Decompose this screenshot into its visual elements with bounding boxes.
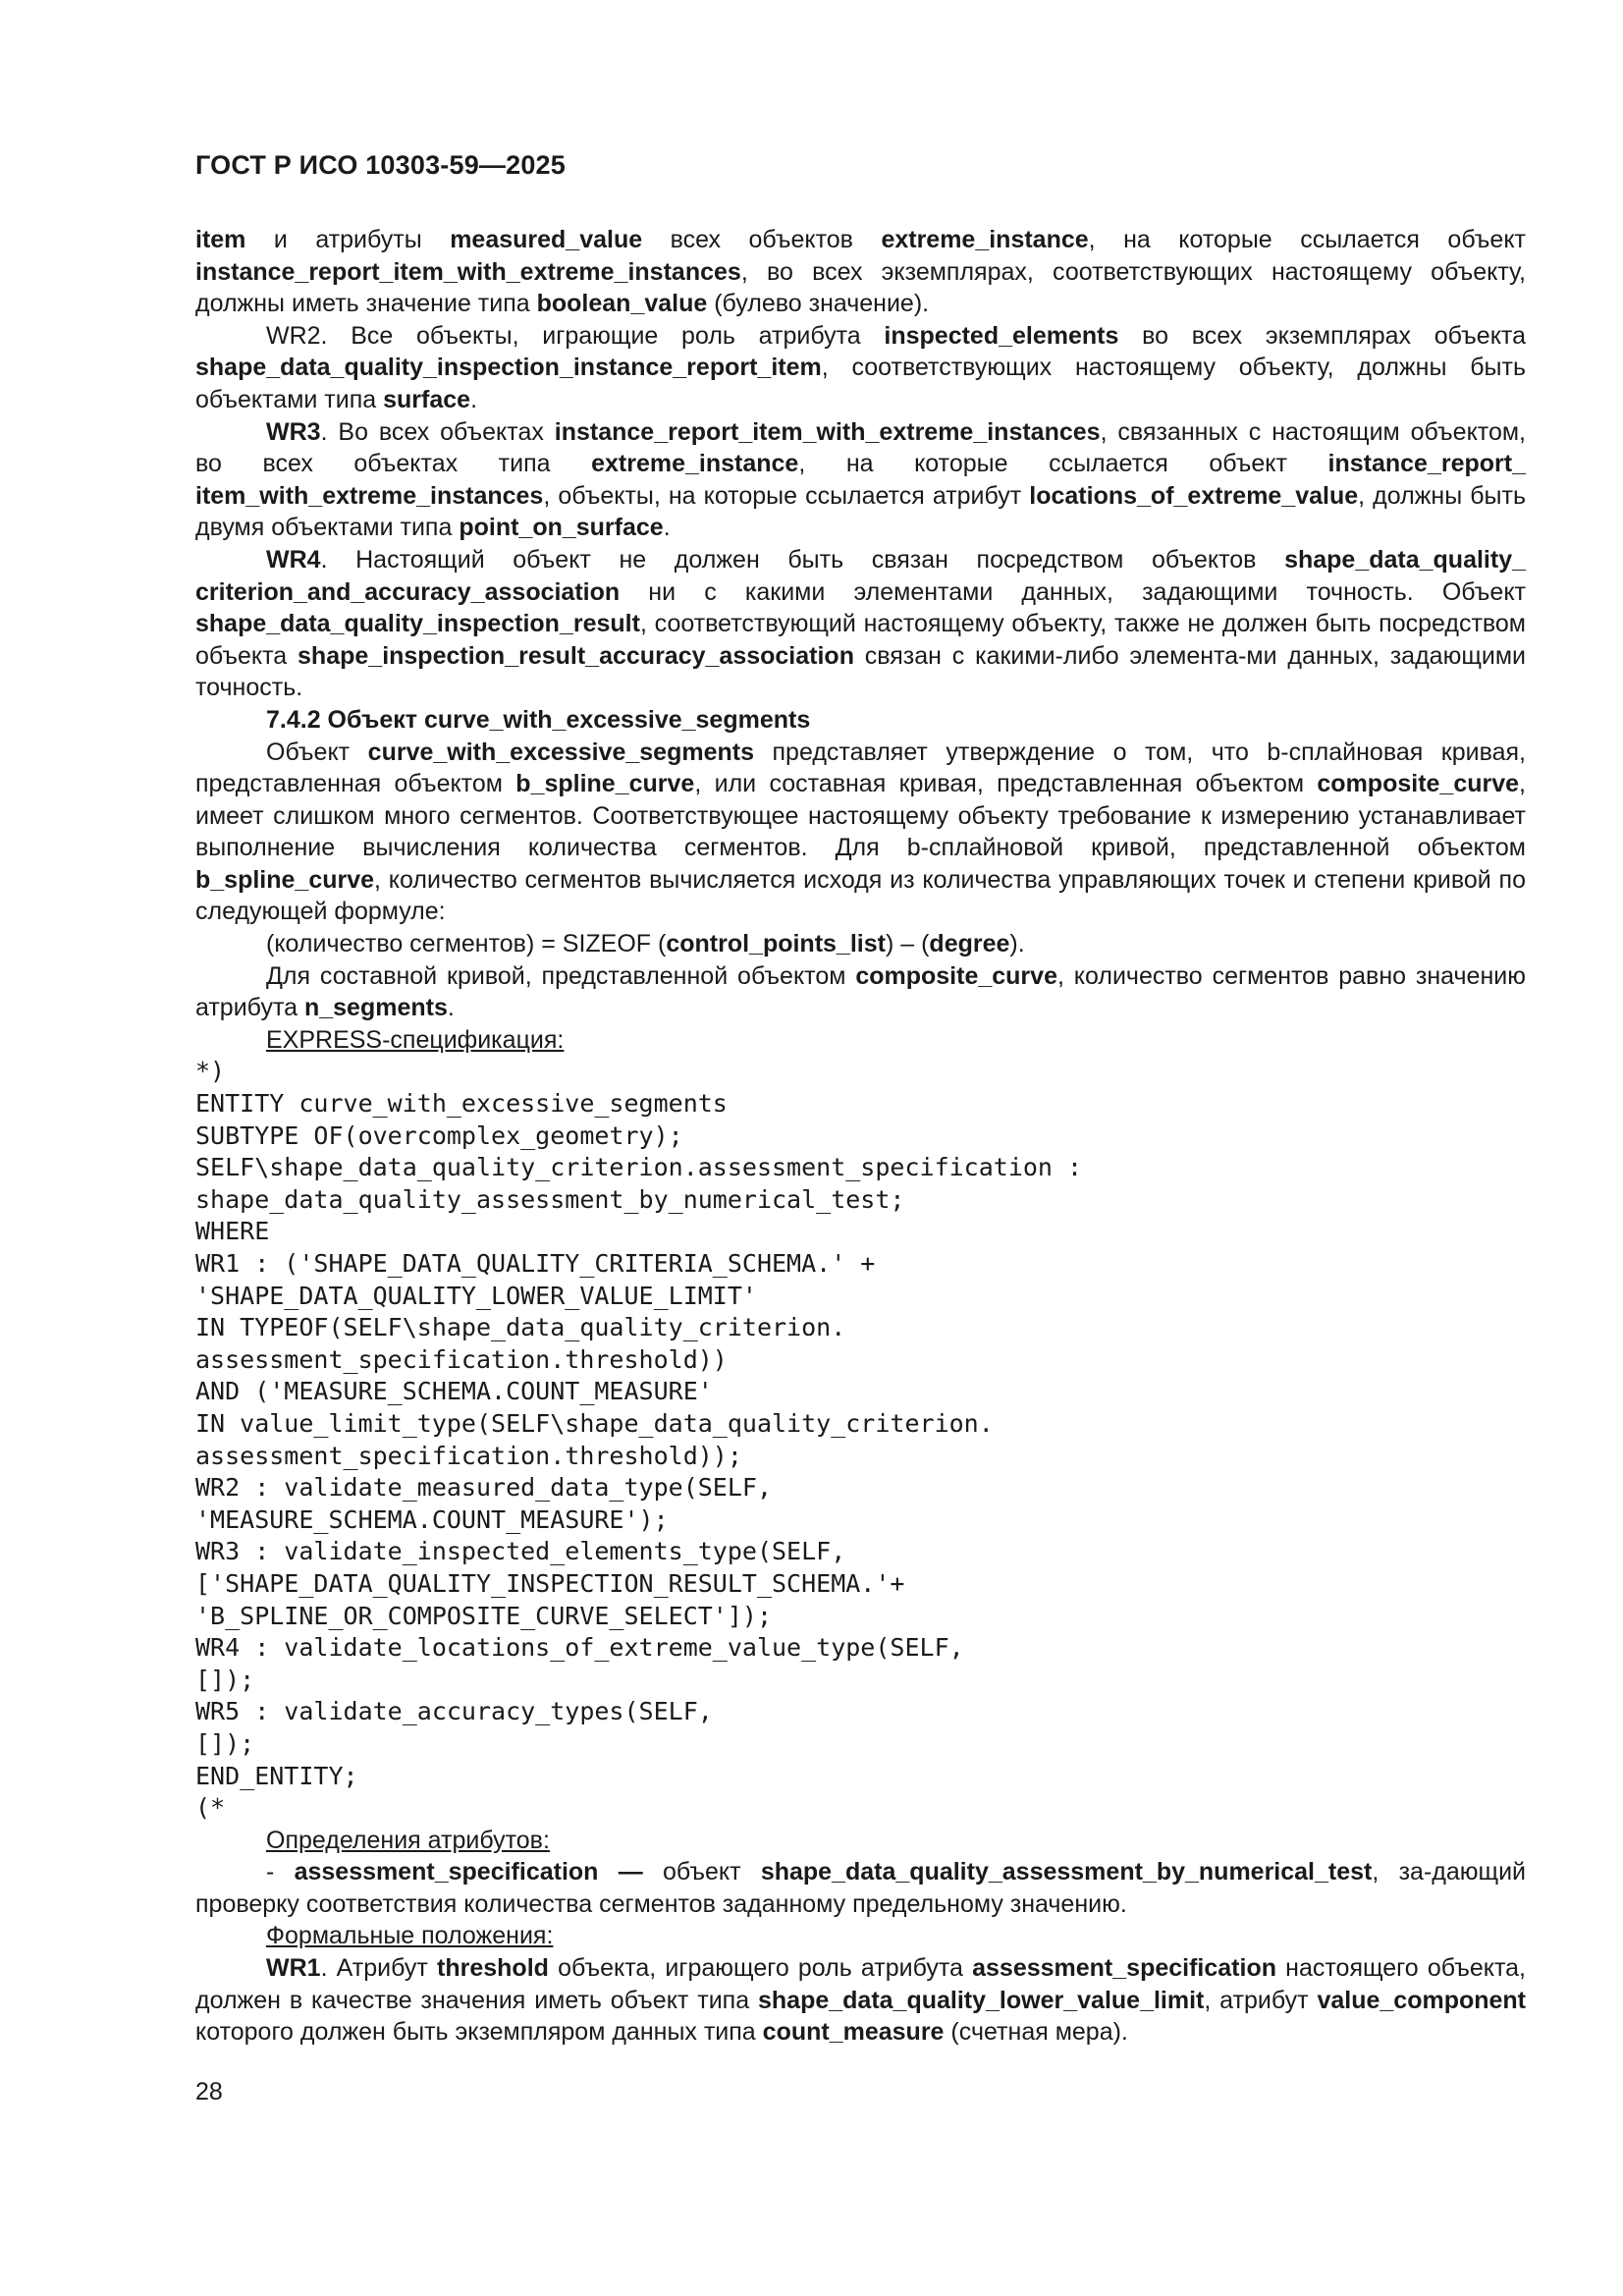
term: value_component xyxy=(1317,1986,1527,2014)
term: control_points_list xyxy=(666,930,886,958)
text: , на которые ссылается объект xyxy=(1088,226,1527,253)
document-header: ГОСТ Р ИСО 10303-59—2025 xyxy=(195,150,566,180)
text: . xyxy=(447,994,455,1022)
code-line: WR5 : validate_accuracy_types(SELF, xyxy=(195,1697,713,1726)
code-line: WR4 : validate_locations_of_extreme_value_type(SELF, xyxy=(195,1633,964,1663)
code-line: []); xyxy=(195,1728,255,1758)
code-line: IN value_limit_type(SELF\shape_data_quality_criterion. xyxy=(195,1408,994,1438)
text: . Настоящий объект не должен быть связан посредством объектов xyxy=(320,545,1285,574)
text: . xyxy=(470,385,478,413)
code-line: ['SHAPE_DATA_QUALITY_INSPECTION_RESULT_SCHEMA.'+ xyxy=(195,1568,905,1598)
term: threshold xyxy=(437,1954,549,1983)
term: boolean_value xyxy=(536,290,708,318)
term: shape_data_quality_ criterion_and_accuracy_association xyxy=(195,545,1526,606)
term: count_measure xyxy=(762,2018,945,2047)
text: . Во всех объектах xyxy=(320,417,555,446)
text: которого должен быть экземпляром данных типа xyxy=(195,2018,763,2047)
term: WR4 xyxy=(266,545,321,574)
code-line: (* xyxy=(195,1793,226,1823)
code-line: WHERE xyxy=(195,1217,270,1246)
text: ) – ( xyxy=(885,930,930,958)
text: , во всех экземплярах, соответствующих настоящему объекту, должны иметь значение типа xyxy=(195,257,1526,318)
text: ). xyxy=(1009,930,1025,958)
text: , связанных с настоящим объектом, во всех объектах типа xyxy=(195,417,1526,478)
code-line: assessment_specification.threshold)) xyxy=(195,1344,728,1374)
text: , соответствующий настоящему объекту, также не должен быть посредством объекта xyxy=(195,610,1526,670)
paragraph-description xyxy=(195,737,1526,929)
text: (счетная мера). xyxy=(944,2018,1128,2047)
code-line: 'SHAPE_DATA_QUALITY_LOWER_VALUE_LIMIT' xyxy=(195,1281,757,1310)
term: shape_data_quality_lower_value_limit xyxy=(758,1986,1205,2014)
paragraph-wr3 xyxy=(195,416,1526,544)
term: b_spline_curve xyxy=(195,865,375,894)
term: item xyxy=(195,226,246,253)
text: , или составная кривая, представленная объектом xyxy=(694,770,1318,798)
term: shape_data_quality_inspection_instance_report_item xyxy=(195,354,822,382)
text: , количество сегментов вычисляется исходя из количества управляющих точек и степени кривой по следующей формуле: xyxy=(195,865,1526,926)
term: surface xyxy=(383,385,471,413)
term: measured_value xyxy=(450,226,643,253)
code-line: []); xyxy=(195,1665,255,1694)
term: WR3 xyxy=(266,417,321,446)
page-body xyxy=(195,224,1526,2049)
paragraph-continuation xyxy=(195,224,1526,320)
code-line: IN TYPEOF(SELF\shape_data_quality_criterion. xyxy=(195,1313,846,1342)
code-line: shape_data_quality_assessment_by_numerical_test; xyxy=(195,1184,905,1214)
term: instance_report_item_with_extreme_instances xyxy=(554,417,1101,446)
text: , за-дающий проверку соответствия количества сегментов заданному предельному значению. xyxy=(195,1858,1527,1918)
text: (булево значение). xyxy=(707,290,930,318)
term: extreme_instance xyxy=(591,450,799,478)
text: , на которые ссылается объект xyxy=(798,450,1328,478)
term: point_on_surface xyxy=(459,514,664,542)
code-line: 'MEASURE_SCHEMA.COUNT_MEASURE'); xyxy=(195,1504,669,1534)
formal-label xyxy=(195,1920,1526,1952)
attributes-label xyxy=(195,1825,1526,1857)
paragraph-composite xyxy=(195,960,1526,1024)
paragraph-wr4 xyxy=(195,544,1526,704)
text: , атрибут xyxy=(1204,1986,1318,2014)
text: Объект xyxy=(266,738,368,766)
code-line: SUBTYPE OF(overcomplex_geometry); xyxy=(195,1121,683,1150)
term: curve_with_excessive_segments xyxy=(367,738,754,766)
text: , должны быть двумя объектами типа xyxy=(195,481,1526,542)
page-number: 28 xyxy=(195,2078,223,2105)
term: inspected_elements xyxy=(884,321,1119,350)
term: extreme_instance xyxy=(881,226,1089,253)
code-line: SELF\shape_data_quality_criterion.assessment_specification : xyxy=(195,1153,1083,1182)
paragraph-wr2 xyxy=(195,320,1526,416)
text: , имеет слишком много сегментов. Соответствующее настоящему объекту требование к измерению устанавливает выполнение вычисления количества сегментов. Для b-сплайновой кривой, представленной объектом xyxy=(195,770,1526,862)
code-line: WR1 : ('SHAPE_DATA_QUALITY_CRITERIA_SCHEMA.' + xyxy=(195,1249,876,1278)
term: composite_curve xyxy=(855,961,1057,990)
paragraph-wr1 xyxy=(195,1952,1526,2049)
term: assessment_specification — xyxy=(294,1858,643,1886)
text: . xyxy=(663,514,671,542)
text: Для составной кривой, представленной объектом xyxy=(266,961,856,990)
term: shape_data_quality_inspection_result xyxy=(195,610,640,638)
code-line: AND ('MEASURE_SCHEMA.COUNT_MEASURE' xyxy=(195,1377,713,1406)
text: , соответствующих настоящему объекту, должны быть объектами типа xyxy=(195,354,1526,413)
text: во всех экземплярах объекта xyxy=(1118,321,1526,350)
text: связан с какими-либо элемента-ми данных, задающими точность. xyxy=(195,641,1527,702)
term: shape_data_quality_assessment_by_numerical_test xyxy=(760,1858,1373,1886)
term: degree xyxy=(929,930,1010,958)
text: всех объектов xyxy=(642,226,882,253)
code-line: assessment_specification.threshold)); xyxy=(195,1441,742,1470)
text: , объекты, на которые ссылается атрибут xyxy=(543,481,1030,510)
text: объекта, играющего роль атрибута xyxy=(548,1954,973,1983)
term: shape_inspection_result_accuracy_association xyxy=(298,641,854,670)
express-label-text: EXPRESS-спецификация: xyxy=(266,1025,565,1054)
term: assessment_specification xyxy=(972,1954,1276,1983)
express-label xyxy=(195,1024,1526,1057)
text: . Атрибут xyxy=(320,1954,438,1983)
term: locations_of_extreme_value xyxy=(1029,481,1359,510)
text: , количество сегментов равно значению атрибута xyxy=(195,961,1526,1022)
text: ни с какими элементами данных, задающими точность. Объект xyxy=(620,577,1526,606)
term: n_segments xyxy=(303,994,448,1022)
section-title: 7.4.2 Объект curve_with_excessive_segments xyxy=(266,705,811,734)
code-line: ENTITY curve_with_excessive_segments xyxy=(195,1089,728,1119)
code-line: *) xyxy=(195,1057,226,1086)
code-line: END_ENTITY; xyxy=(195,1761,358,1790)
text: настоящего объекта, должен в качестве значения иметь объект типа xyxy=(195,1954,1526,2014)
express-code-block xyxy=(195,1056,1526,1824)
text: объект xyxy=(642,1858,761,1886)
text: представляет утверждение о том, что b-сплайновая кривая, представленная объектом xyxy=(195,738,1526,798)
code-line: 'B_SPLINE_OR_COMPOSITE_CURVE_SELECT']); xyxy=(195,1601,772,1630)
term: instance_report_item_with_extreme_instances xyxy=(195,257,741,286)
code-line: WR2 : validate_measured_data_type(SELF, xyxy=(195,1473,772,1503)
text: WR2. Все объекты, играющие роль атрибута xyxy=(266,321,885,350)
paragraph-attribute-definition xyxy=(195,1856,1526,1920)
text: (количество сегментов) = SIZEOF ( xyxy=(266,930,667,958)
section-heading xyxy=(195,704,1526,737)
formal-label-text: Формальные положения: xyxy=(266,1922,554,1950)
term: b_spline_curve xyxy=(515,770,695,798)
term: instance_report_ item_with_extreme_instances xyxy=(195,450,1526,510)
formula xyxy=(195,928,1526,960)
attributes-label-text: Определения атрибутов: xyxy=(266,1826,550,1854)
text: - xyxy=(266,1858,295,1886)
term: WR1 xyxy=(266,1954,321,1983)
code-line: WR3 : validate_inspected_elements_type(SELF, xyxy=(195,1537,846,1566)
term: composite_curve xyxy=(1317,770,1520,798)
text: и атрибуты xyxy=(245,226,451,253)
